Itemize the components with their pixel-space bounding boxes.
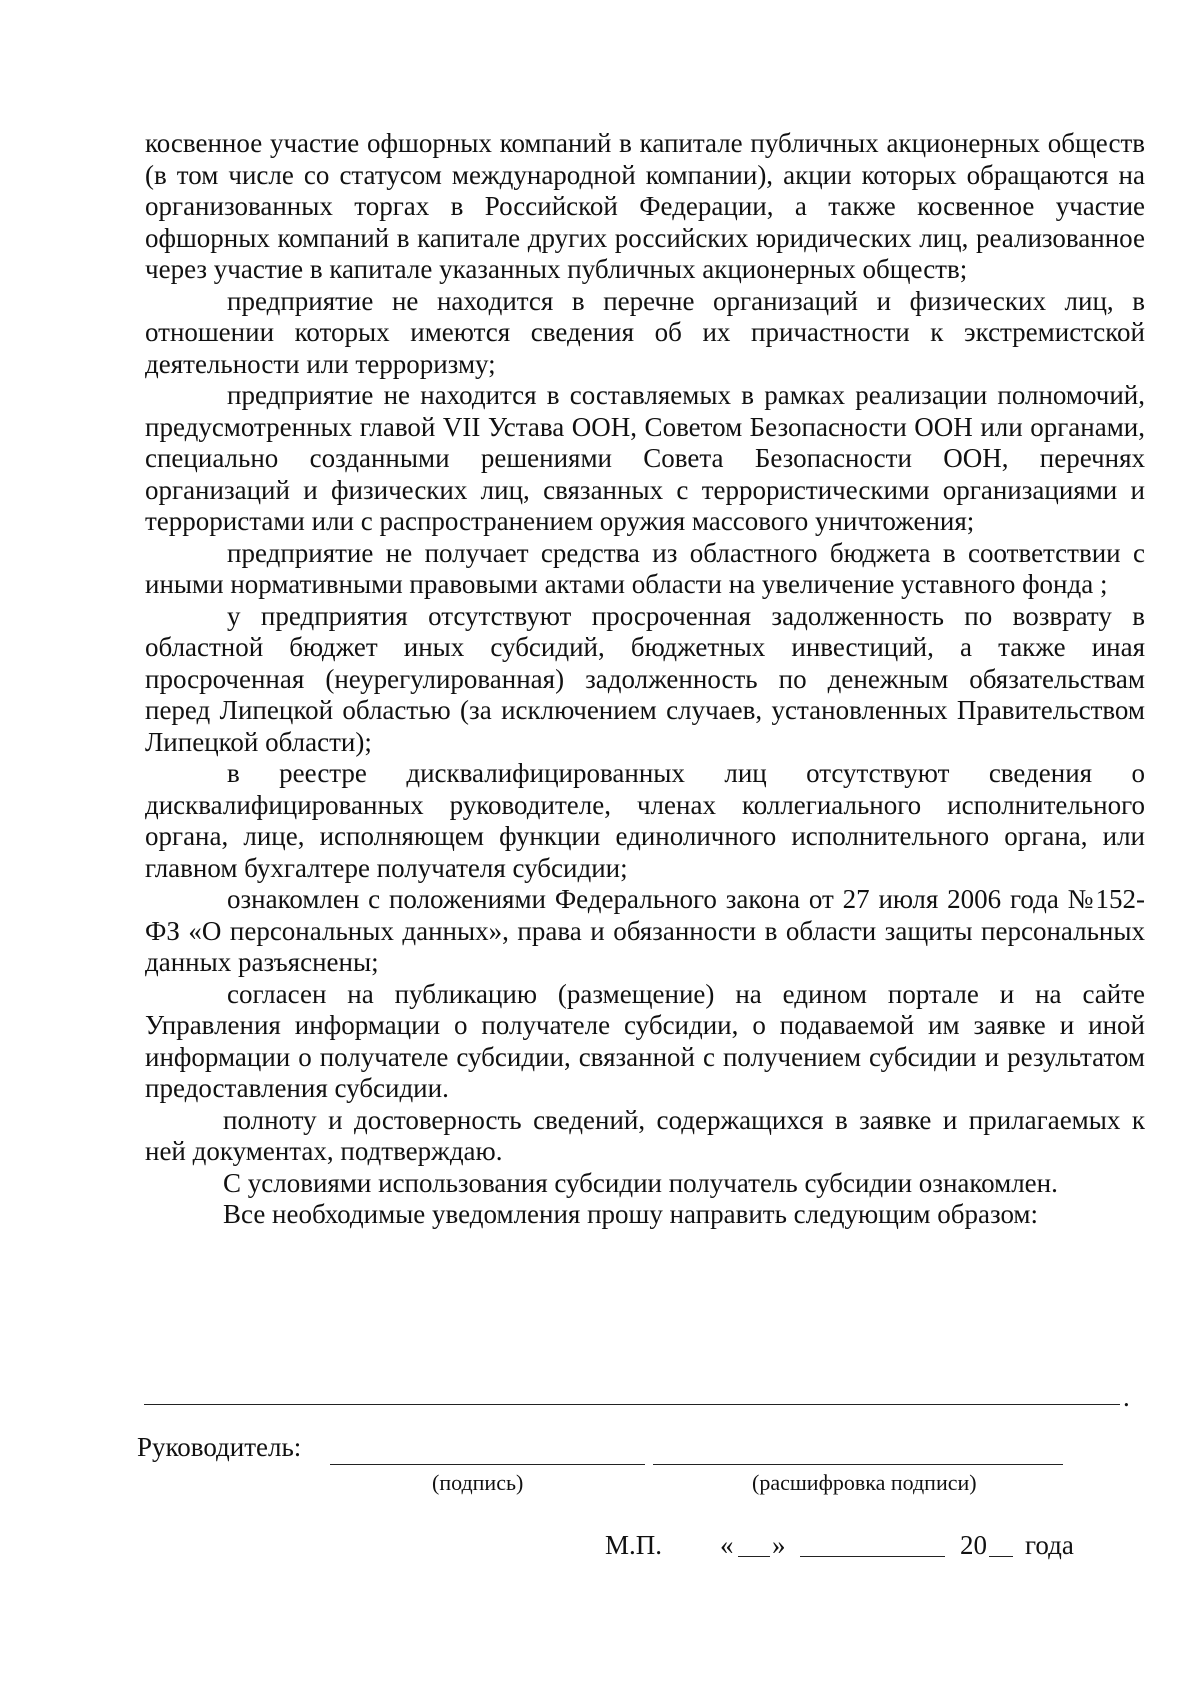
- date-quote-close: »: [772, 1530, 786, 1560]
- paragraph-reliability: полноту и достоверность сведений, содержащихся в заявке и прилагаемых к ней документах, подтверждаю.: [145, 1104, 1145, 1166]
- notification-line-period: .: [1123, 1382, 1130, 1412]
- date-day-blank[interactable]: [738, 1556, 770, 1557]
- date-year-blank[interactable]: [989, 1556, 1013, 1557]
- paragraph-extremism: предприятие не находится в перечне организаций и физических лиц, в отношении которых имеются сведения об их причастности к экстремистской деятельности или терроризму;: [145, 285, 1145, 379]
- decode-caption: (расшифровка подписи): [752, 1470, 977, 1495]
- signature-decode-blank[interactable]: [653, 1464, 1063, 1465]
- paragraph-budget-funds: предприятие не получает средства из областного бюджета в соответствии с иными нормативными правовыми актами области на увеличение уставного фонда ;: [145, 537, 1145, 599]
- paragraph-notifications: Все необходимые уведомления прошу направить следующим образом:: [223, 1199, 1039, 1229]
- paragraph-publication-consent: согласен на публикацию (размещение) на едином портале и на сайте Управления информации о получателе субсидии, о подаваемой им заявке и иной информации о получателе субсидии, связанной с получением субсидии и результатом предоставления субсидии.: [145, 978, 1145, 1103]
- paragraph-personal-data: ознакомлен с положениями Федерального закона от 27 июля 2006 года №152-ФЗ «О персональных данных», права и обязанности в области защиты персональных данных разъяснены;: [145, 884, 1145, 977]
- date-year-prefix: 20: [960, 1530, 987, 1560]
- paragraph-disqualified: в реестре дисквалифицированных лиц отсутствуют сведения о дисквалифицированных руководителе, членах коллегиального исполнительного органа, лице, исполняющем функции единоличного исполнительного органа, или главном бухгалтере получателя субсидии;: [145, 758, 1145, 883]
- signature-blank[interactable]: [330, 1464, 645, 1465]
- head-label: Руководитель:: [137, 1432, 302, 1462]
- paragraph-un-sanctions: предприятие не находится в составляемых в рамках реализации полномочий, предусмотренных главой VII Устава ООН, Советом Безопасности ООН или органами, специально созданными решениями Совета Безопасности ООН, перечнях организаций и физических лиц, связанных с террористическими организациями и террористами или с распространением оружия массового уничтожения;: [145, 380, 1145, 536]
- signature-caption: (подпись): [432, 1470, 524, 1495]
- paragraph-conditions: С условиями использования субсидии получатель субсидии ознакомлен.: [223, 1167, 1058, 1198]
- paragraph-offshore: косвенное участие офшорных компаний в капитале публичных акционерных обществ (в том числе со статусом международной компании), акции которых обращаются на организованных торгах в Российской Федерации, а также косвенное участие офшорных компаний в капитале других российских юридических лиц, реализованное через участие в капитале указанных публичных акционерных обществ;: [145, 128, 1145, 284]
- date-month-blank[interactable]: [800, 1556, 945, 1557]
- date-quote-open: «: [720, 1530, 734, 1560]
- paragraph-debts: у предприятия отсутствуют просроченная задолженность по возврату в областной бюджет иных субсидий, бюджетных инвестиций, а также иная просроченная (неурегулированная) задолженность по денежным обязательствам перед Липецкой областью (за исключением случаев, установленных Правительством Липецкой области);: [145, 600, 1145, 757]
- document-body: [145, 128, 1145, 1231]
- notification-method-blank[interactable]: [144, 1404, 1120, 1405]
- date-year-suffix: года: [1025, 1530, 1074, 1560]
- stamp-place-label: М.П.: [605, 1530, 663, 1560]
